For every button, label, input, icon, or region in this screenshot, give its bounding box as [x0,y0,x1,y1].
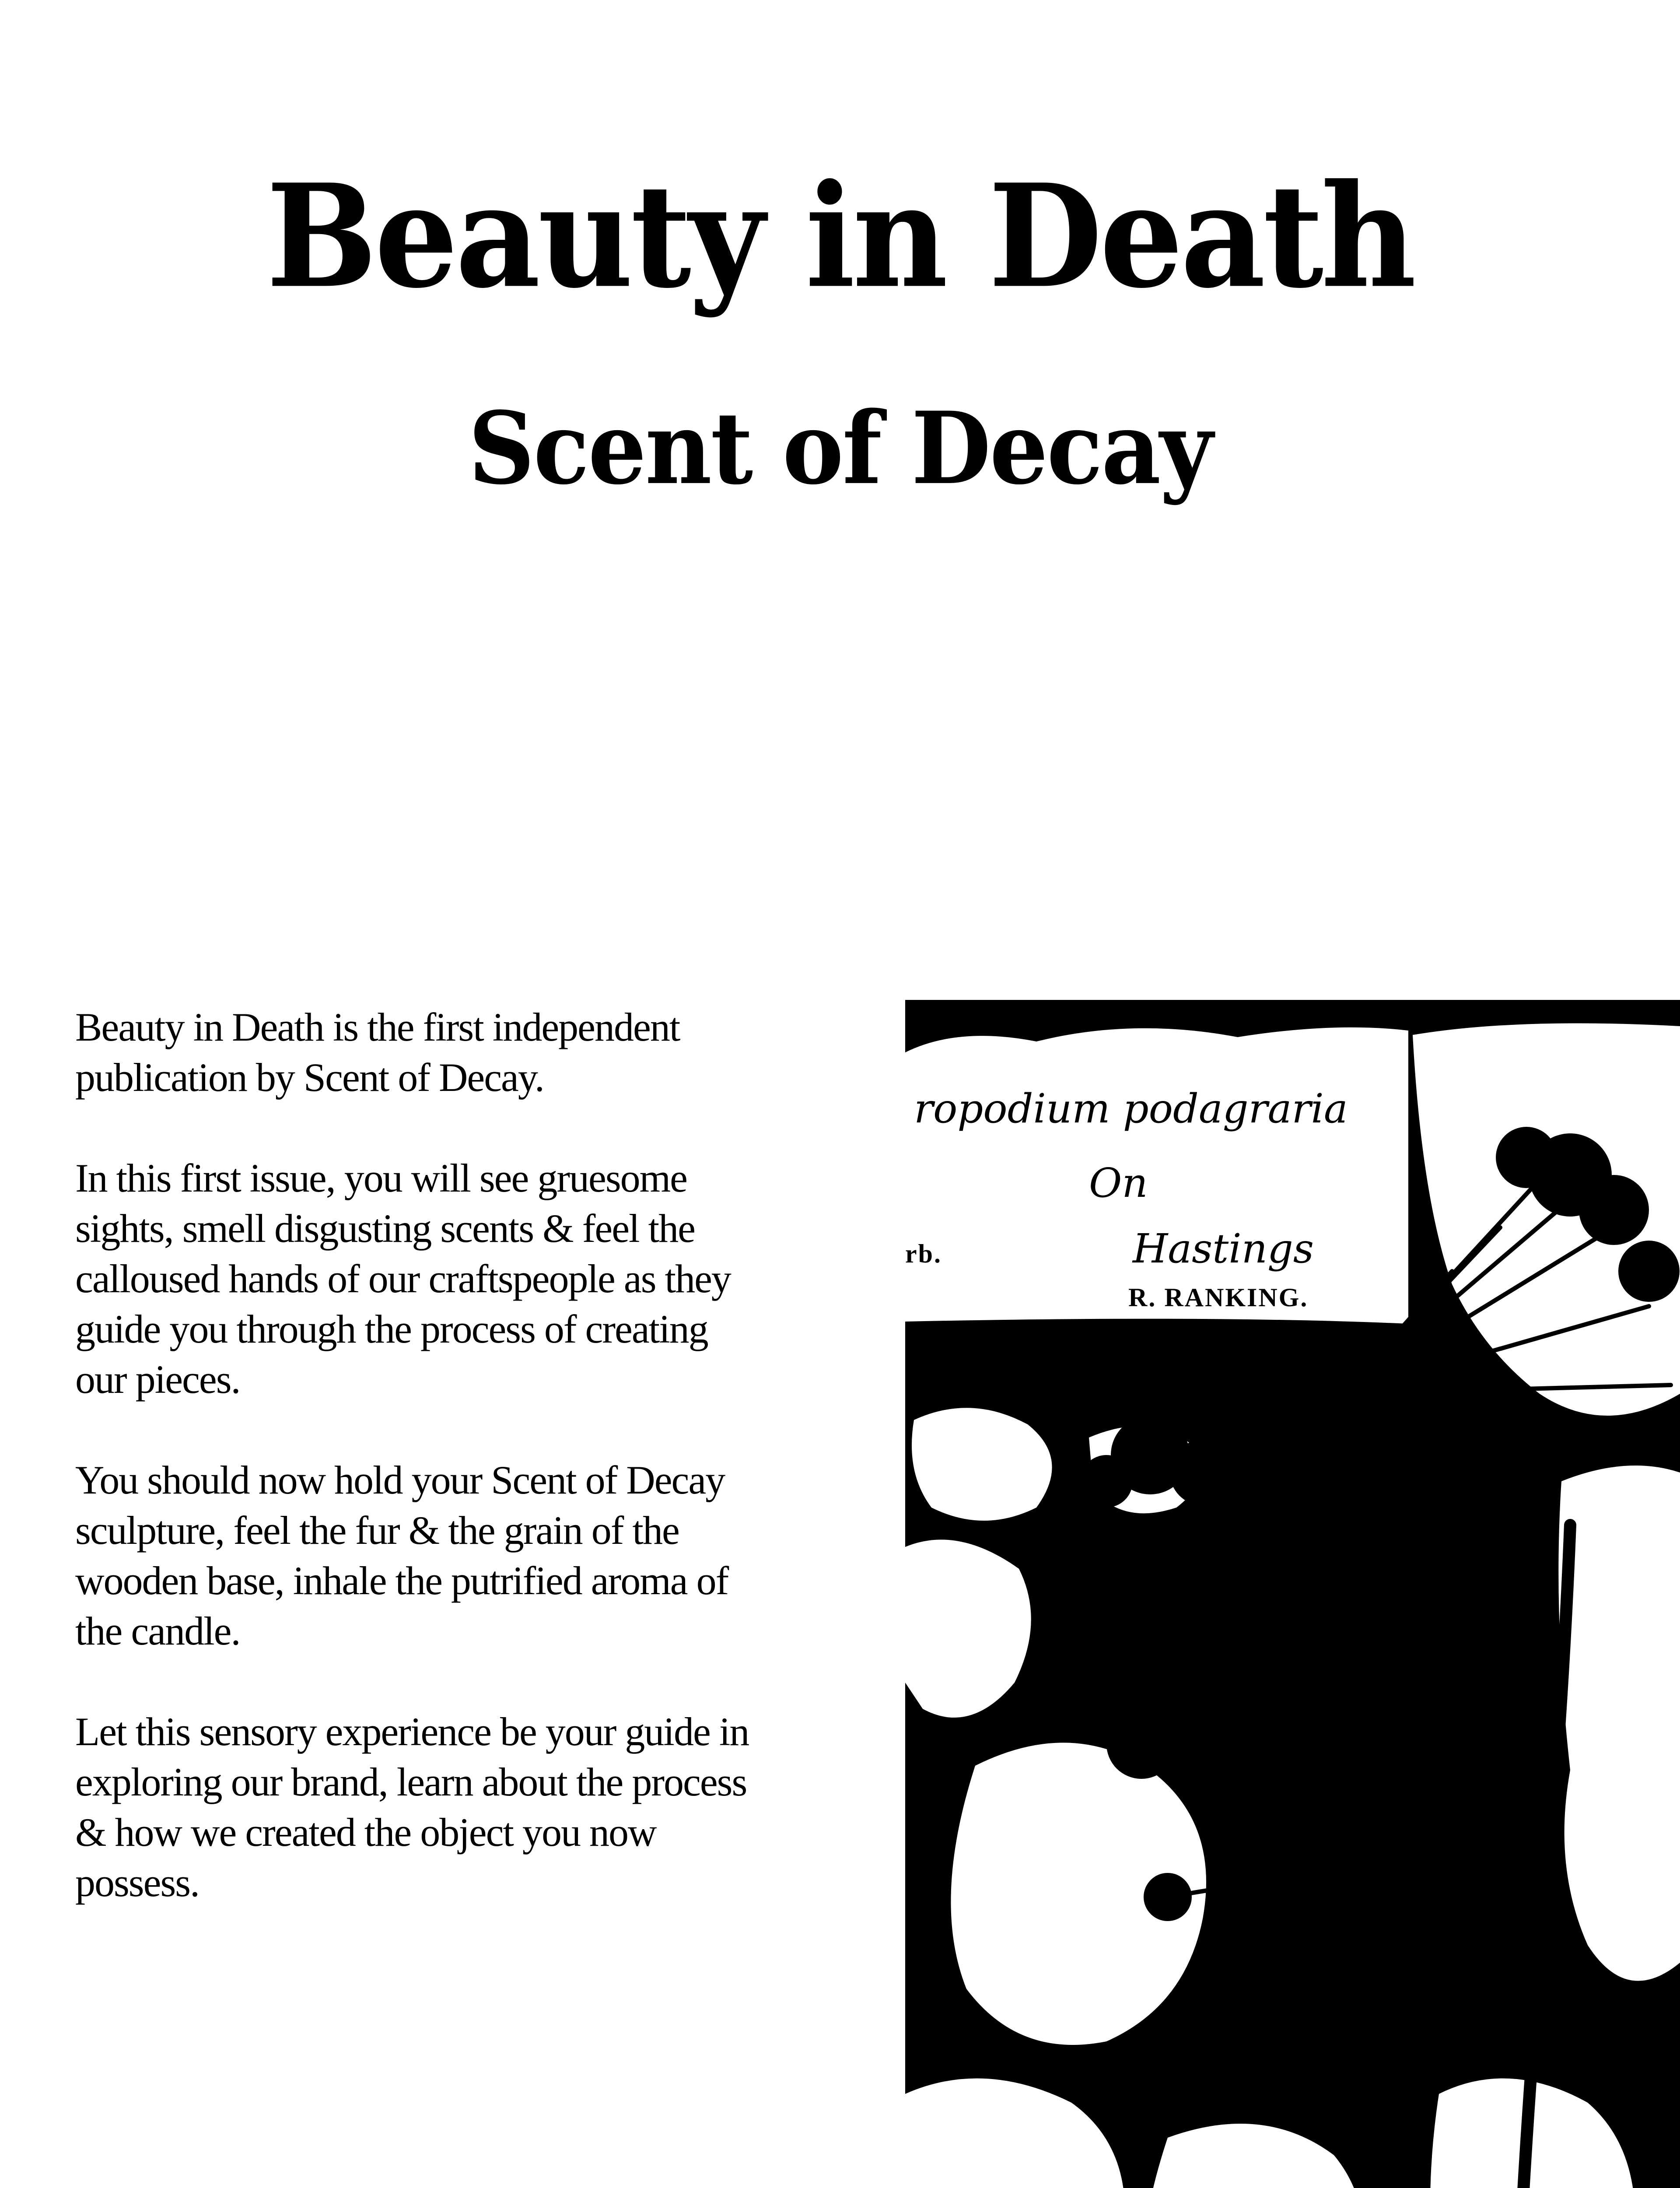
intro-text [75,1002,766,1958]
label-locality: On [1089,1160,1148,1206]
label-species: ropodium podagraria [914,1085,1348,1132]
intro-paragraph: Let this sensory experience be your guide in exploring our brand, learn about the process & how we created the object you now possess. [75,1709,749,1905]
intro-paragraph: Beauty in Death is the first independent publication by Scent of Decay. [75,1005,680,1100]
herbarium-specimen-image [905,1000,1680,2188]
label-collector: R. RANKING. [1128,1283,1309,1312]
intro-paragraph: In this first issue, you will see gruesome sights, smell disgusting scents & feel the calloused hands of our craftspeople as they guide you through the process of creating our pieces. [75,1156,731,1402]
label-rb: rb. [905,1239,942,1268]
label-place: Hastings [1133,1225,1314,1272]
page-subtitle: Scent of Decay [468,390,1212,507]
page-title: Beauty in Death [266,152,1414,320]
intro-paragraph: You should now hold your Scent of Decay sculpture, feel the fur & the grain of the wooden base, inhale the putrified aroma of the candle. [75,1458,728,1653]
